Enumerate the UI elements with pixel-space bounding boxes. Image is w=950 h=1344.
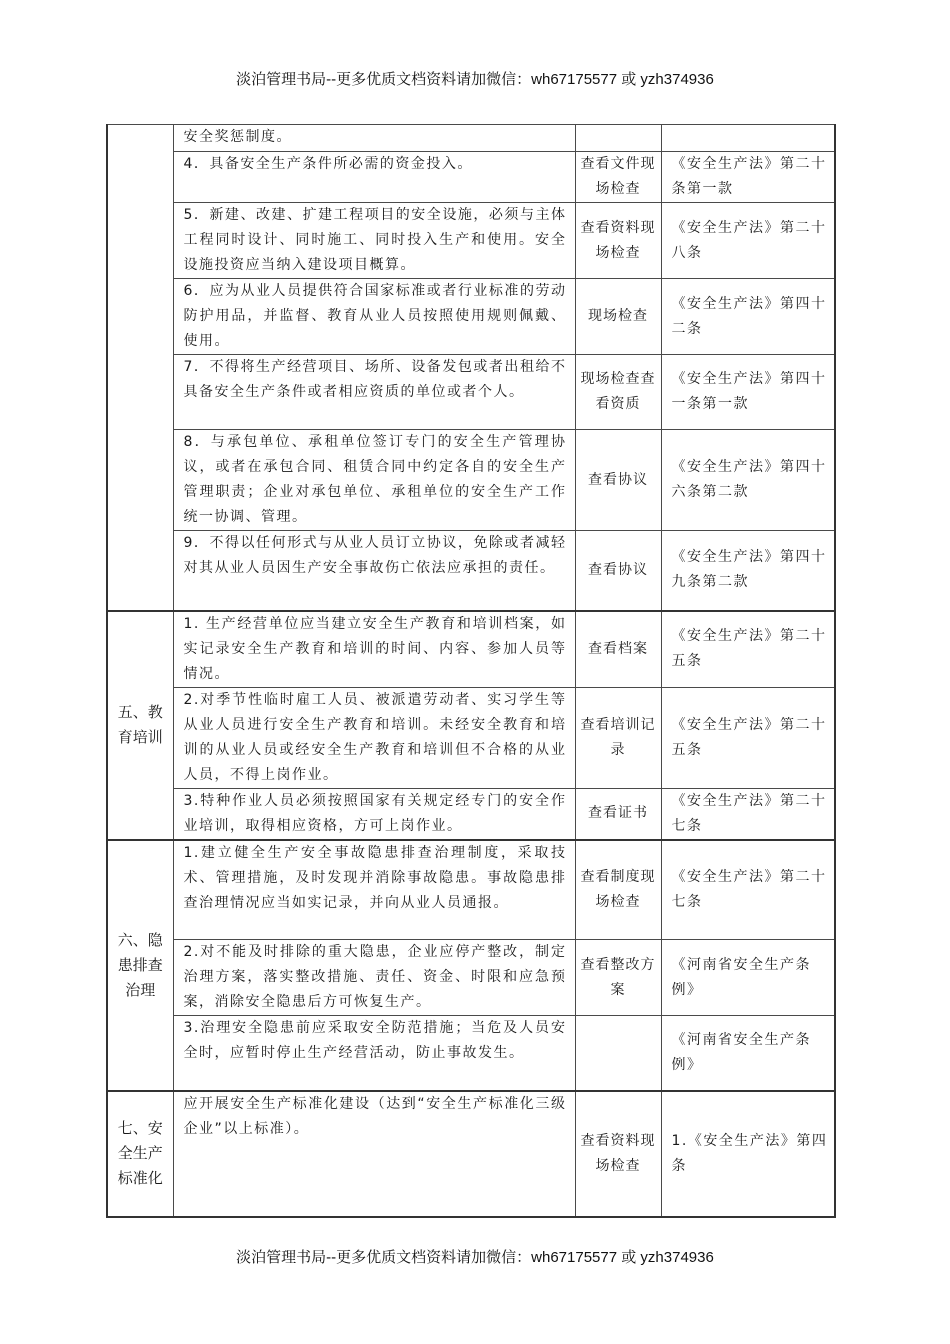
basis-cell: 1.《安全生产法》第四条 bbox=[661, 1091, 835, 1217]
method-cell: 查看协议 bbox=[575, 430, 661, 531]
table-row bbox=[107, 531, 835, 611]
method-cell: 查看资料现场检查 bbox=[575, 1091, 661, 1217]
method-cell: 查看整改方案 bbox=[575, 940, 661, 1016]
method-cell: 查看证书 bbox=[575, 788, 661, 840]
basis-cell: 《安全生产法》第二十七条 bbox=[661, 840, 835, 940]
table-row bbox=[107, 1016, 835, 1091]
content-cell: 应开展安全生产标准化建设（达到“安全生产标准化三级企业”以上标准）。 bbox=[173, 1091, 575, 1217]
method-cell: 查看资料现场检查 bbox=[575, 203, 661, 279]
basis-cell: 《安全生产法》第四十九条第二款 bbox=[661, 531, 835, 611]
page-footer: 淡泊管理书局--更多优质文档资料请加微信：wh67175577 或 yzh374936 bbox=[236, 1249, 714, 1266]
table-row bbox=[107, 940, 835, 1016]
content-cell: 9．不得以任何形式与从业人员订立协议，免除或者减轻对其从业人员因生产安全事故伤亡依法应承担的责任。 bbox=[173, 531, 575, 611]
category-cell: 五、教育培训 bbox=[107, 611, 173, 840]
table-row bbox=[107, 355, 835, 430]
table-row bbox=[107, 611, 835, 688]
table-row bbox=[107, 203, 835, 279]
method-cell: 查看培训记录 bbox=[575, 687, 661, 788]
content-cell: 1.建立健全生产安全事故隐患排查治理制度，采取技术、管理措施，及时发现并消除事故隐患。事故隐患排查治理情况应当如实记录，并向从业人员通报。 bbox=[173, 840, 575, 940]
basis-cell bbox=[661, 125, 835, 152]
category-cell: 六、隐患排查治理 bbox=[107, 840, 173, 1091]
inspection-table bbox=[106, 124, 836, 1218]
page-header: 淡泊管理书局--更多优质文档资料请加微信：wh67175577 或 yzh374936 bbox=[236, 71, 714, 88]
basis-cell: 《安全生产法》第二十条第一款 bbox=[661, 152, 835, 203]
basis-cell: 《安全生产法》第二十七条 bbox=[661, 788, 835, 840]
table-row bbox=[107, 788, 835, 840]
content-cell: 1. 生产经营单位应当建立安全生产教育和培训档案，如实记录安全生产教育和培训的时间、内容、参加人员等情况。 bbox=[173, 611, 575, 688]
table-row bbox=[107, 279, 835, 355]
content-cell: 4．具备安全生产条件所必需的资金投入。 bbox=[173, 152, 575, 203]
table-row bbox=[107, 125, 835, 152]
content-cell: 5．新建、改建、扩建工程项目的安全设施，必须与主体工程同时设计、同时施工、同时投入生产和使用。安全设施投资应当纳入建设项目概算。 bbox=[173, 203, 575, 279]
method-cell: 查看制度现场检查 bbox=[575, 840, 661, 940]
content-cell: 7．不得将生产经营项目、场所、设备发包或者出租给不具备安全生产条件或者相应资质的单位或者个人。 bbox=[173, 355, 575, 430]
method-cell: 查看协议 bbox=[575, 531, 661, 611]
table-row bbox=[107, 152, 835, 203]
basis-cell: 《安全生产法》第二十五条 bbox=[661, 611, 835, 688]
method-cell: 查看文件现场检查 bbox=[575, 152, 661, 203]
basis-cell: 《安全生产法》第二十八条 bbox=[661, 203, 835, 279]
method-cell bbox=[575, 1016, 661, 1091]
basis-cell: 《安全生产法》第四十一条第一款 bbox=[661, 355, 835, 430]
basis-cell: 《安全生产法》第二十五条 bbox=[661, 687, 835, 788]
basis-cell: 《安全生产法》第四十二条 bbox=[661, 279, 835, 355]
method-cell bbox=[575, 125, 661, 152]
content-cell: 8．与承包单位、承租单位签订专门的安全生产管理协议，或者在承包合同、租赁合同中约定各自的安全生产管理职责；企业对承包单位、承租单位的安全生产工作统一协调、管理。 bbox=[173, 430, 575, 531]
table-row bbox=[107, 840, 835, 940]
basis-cell: 《河南省安全生产条例》 bbox=[661, 940, 835, 1016]
content-cell: 6．应为从业人员提供符合国家标准或者行业标准的劳动防护用品，并监督、教育从业人员按照使用规则佩戴、使用。 bbox=[173, 279, 575, 355]
content-cell: 3.特种作业人员必须按照国家有关规定经专门的安全作业培训，取得相应资格，方可上岗作业。 bbox=[173, 788, 575, 840]
category-cell-continued bbox=[107, 125, 173, 611]
method-cell: 现场检查查看资质 bbox=[575, 355, 661, 430]
content-cell: 3.治理安全隐患前应采取安全防范措施；当危及人员安全时，应暂时停止生产经营活动，防止事故发生。 bbox=[173, 1016, 575, 1091]
category-cell: 七、安全生产标准化 bbox=[107, 1091, 173, 1217]
method-cell: 现场检查 bbox=[575, 279, 661, 355]
table-row bbox=[107, 1091, 835, 1217]
content-cell: 2.对不能及时排除的重大隐患，企业应停产整改，制定治理方案，落实整改措施、责任、资金、时限和应急预案，消除安全隐患后方可恢复生产。 bbox=[173, 940, 575, 1016]
table-row bbox=[107, 430, 835, 531]
content-cell: 安全奖惩制度。 bbox=[173, 125, 575, 152]
table-row bbox=[107, 687, 835, 788]
basis-cell: 《河南省安全生产条例》 bbox=[661, 1016, 835, 1091]
basis-cell: 《安全生产法》第四十六条第二款 bbox=[661, 430, 835, 531]
method-cell: 查看档案 bbox=[575, 611, 661, 688]
content-cell: 2.对季节性临时雇工人员、被派遣劳动者、实习学生等从业人员进行安全生产教育和培训。未经安全教育和培训的从业人员或经安全生产教育和培训但不合格的从业人员，不得上岗作业。 bbox=[173, 687, 575, 788]
